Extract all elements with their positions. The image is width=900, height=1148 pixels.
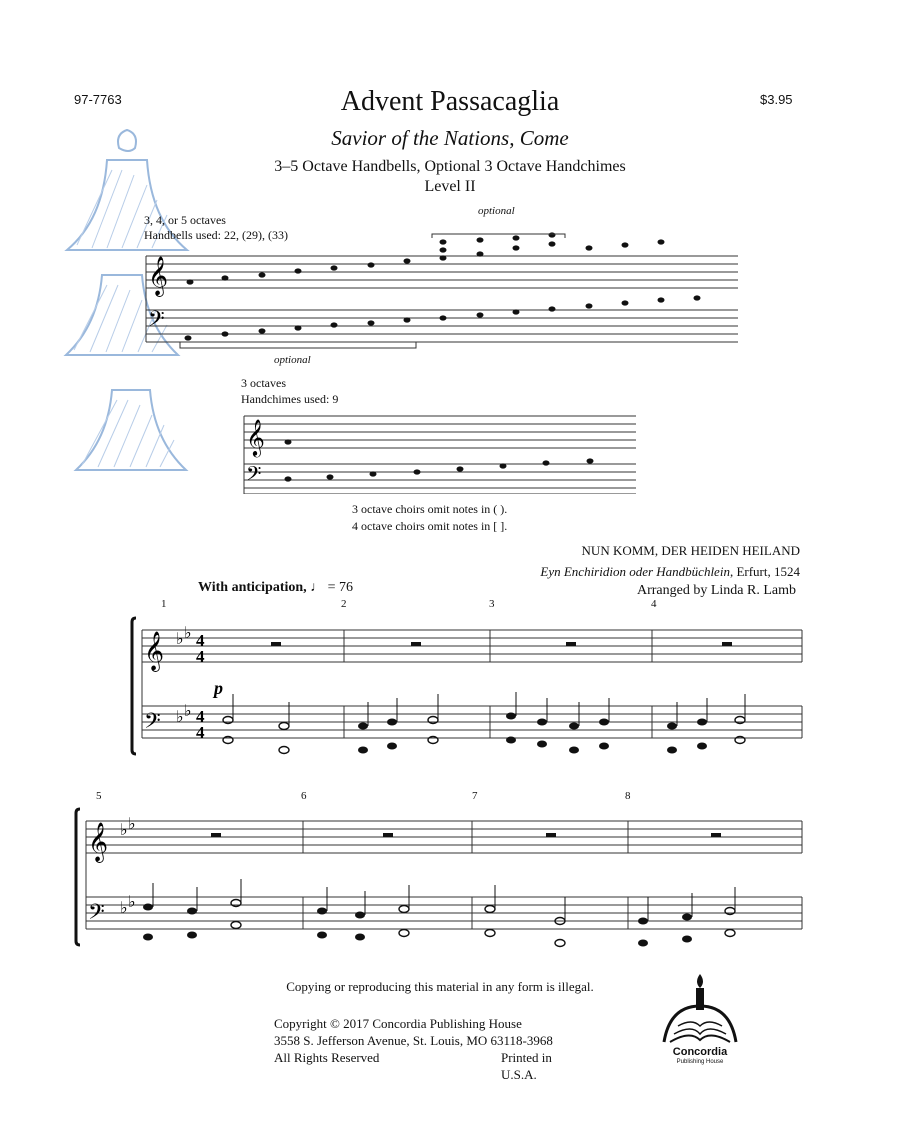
measure-number-1: 1 [161,598,167,610]
copyright-line: Copyright © 2017 Concordia Publishing House [274,1016,522,1031]
publisher-sub: Publishing House [676,1059,724,1065]
tempo-text: With anticipation, [198,580,307,595]
score-system-2 [70,803,810,953]
tempo-marking [198,580,353,596]
copy-notice: Copying or reproducing this material in any form is illegal. [286,979,594,994]
dynamic-marking: p [214,678,223,698]
tune-name: NUN KOMM, DER HEIDEN HEILAND [581,543,800,558]
handbells-used-label: Handbells used: 22, (29), (33) [144,228,288,242]
measure-number-7: 7 [472,790,478,802]
measure-number-5: 5 [96,790,102,802]
handbells-octaves-label: 3, 4, or 5 octaves [144,213,226,227]
treble-clef: 𝄞 [148,258,169,295]
time-sig-top-1: 4 [196,631,205,650]
svg-text:♭: ♭ [176,709,184,726]
svg-text:♭: ♭ [176,631,184,648]
optional-top-label: optional [478,205,515,217]
catalog-number: 97-7763 [74,92,122,107]
svg-text:♭: ♭ [128,816,136,833]
time-sig-bottom-1: 4 [196,647,205,666]
handbell-range-chart [140,230,740,370]
source-title: Eyn Enchiridion oder Handbüchlein [540,564,730,579]
publisher-logo-icon [660,972,740,1047]
measure-number-2: 2 [341,598,347,610]
page-title: Advent Passacaglia [340,86,560,117]
tempo-value: = 76 [327,580,354,595]
tune-source [440,564,800,580]
note-4-octave: 4 octave choirs omit notes in [ ]. [352,519,508,533]
svg-text:𝄢: 𝄢 [88,900,105,929]
rights-reserved: All Rights Reserved [274,1050,380,1065]
copyright-block [274,1015,553,1082]
svg-text:𝄞: 𝄞 [144,633,165,670]
time-sig-bottom-2: 4 [196,723,205,742]
note-3-octave: 3 octave choirs omit notes in ( ). [352,502,508,516]
quarter-note-icon: ♩ [310,580,325,595]
svg-text:♭: ♭ [184,625,192,642]
measure-number-3: 3 [489,598,495,610]
bass-clef: 𝄢 [148,307,165,336]
difficulty-level: Level II [424,178,476,195]
measure-number-8: 8 [625,790,631,802]
publisher-name: Concordia [672,1046,728,1058]
price: $3.95 [760,92,793,107]
instrumentation: 3–5 Octave Handbells, Optional 3 Octave Handchimes [274,158,626,175]
svg-text:𝄞: 𝄞 [246,419,265,455]
svg-text:𝄢: 𝄢 [144,709,161,738]
measure-number-4: 4 [651,598,657,610]
printed-in: Printed in U.S.A. [501,1050,552,1082]
page-subtitle: Savior of the Nations, Come [331,126,569,150]
measure-number-6: 6 [301,790,307,802]
svg-text:𝄞: 𝄞 [88,824,109,861]
svg-text:♭: ♭ [120,822,128,839]
svg-text:𝄢: 𝄢 [246,464,262,490]
score-system-1 [130,612,810,762]
handchime-range-chart [240,408,640,494]
time-sig-top-2: 4 [196,707,205,726]
publisher-address: 3558 S. Jefferson Avenue, St. Louis, MO 63118-3968 [274,1033,553,1048]
source-rest: , Erfurt, 1524 [729,564,800,579]
svg-text:♭: ♭ [120,900,128,917]
arranger: Arranged by Linda R. Lamb [636,583,796,598]
publisher-logo [655,1047,745,1067]
handchimes-octaves-label: 3 octaves [241,376,286,390]
optional-bottom-label: optional [274,354,311,366]
range-notes [185,232,701,340]
handchimes-used-label: Handchimes used: 9 [241,392,339,406]
svg-text:♭: ♭ [184,703,192,720]
svg-text:♭: ♭ [128,894,136,911]
